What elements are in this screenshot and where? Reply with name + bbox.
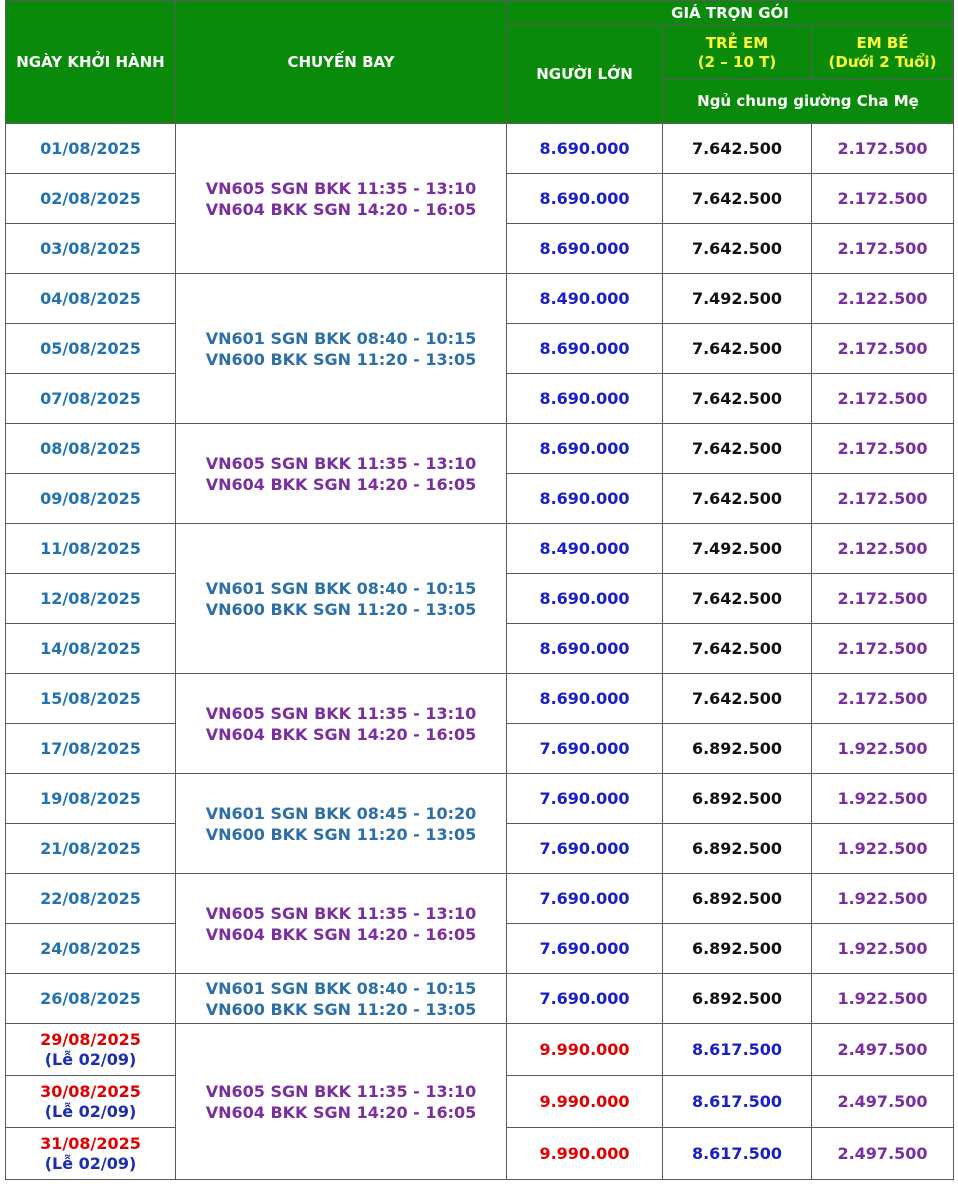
adult-price: 8.690.000 bbox=[507, 174, 663, 224]
header-flight: CHUYẾN BAY bbox=[176, 1, 507, 124]
child-price: 7.642.500 bbox=[663, 624, 812, 674]
table-row bbox=[6, 524, 954, 574]
flight-outbound: VN601 SGN BKK 08:40 - 10:15 bbox=[205, 328, 477, 348]
adult-price: 7.690.000 bbox=[507, 824, 663, 874]
flight-return: VN600 BKK SGN 11:20 - 13:05 bbox=[205, 999, 477, 1019]
child-price: 8.617.500 bbox=[663, 1076, 812, 1128]
flight-cell bbox=[176, 274, 507, 424]
departure-date: 21/08/2025 bbox=[6, 824, 176, 874]
flight-return: VN604 BKK SGN 14:20 - 16:05 bbox=[205, 474, 477, 494]
infant-price: 2.172.500 bbox=[812, 424, 954, 474]
child-price: 7.642.500 bbox=[663, 574, 812, 624]
flight-cell bbox=[176, 524, 507, 674]
flight-cell bbox=[176, 424, 507, 524]
departure-date: 26/08/2025 bbox=[6, 974, 176, 1024]
departure-date: 12/08/2025 bbox=[6, 574, 176, 624]
infant-price: 2.172.500 bbox=[812, 224, 954, 274]
header-infant-age: (Dưới 2 Tuổi) bbox=[828, 52, 937, 71]
adult-price: 7.690.000 bbox=[507, 874, 663, 924]
child-price: 7.642.500 bbox=[663, 374, 812, 424]
departure-date: 11/08/2025 bbox=[6, 524, 176, 574]
infant-price: 2.497.500 bbox=[812, 1024, 954, 1076]
header-child-title: TRẺ EM bbox=[705, 33, 769, 52]
infant-price: 2.172.500 bbox=[812, 574, 954, 624]
adult-price: 7.690.000 bbox=[507, 774, 663, 824]
holiday-note: (Lễ 02/09) bbox=[44, 1153, 137, 1173]
child-price: 7.492.500 bbox=[663, 524, 812, 574]
infant-price: 1.922.500 bbox=[812, 974, 954, 1024]
flight-return: VN604 BKK SGN 14:20 - 16:05 bbox=[205, 924, 477, 944]
departure-date: 03/08/2025 bbox=[6, 224, 176, 274]
departure-date bbox=[6, 1024, 176, 1076]
child-price: 6.892.500 bbox=[663, 774, 812, 824]
adult-price: 7.690.000 bbox=[507, 974, 663, 1024]
adult-price: 8.690.000 bbox=[507, 674, 663, 724]
flight-return: VN604 BKK SGN 14:20 - 16:05 bbox=[205, 199, 477, 219]
departure-date-value: 30/08/2025 bbox=[40, 1081, 141, 1101]
table-row bbox=[6, 124, 954, 174]
adult-price: 7.690.000 bbox=[507, 724, 663, 774]
infant-price: 2.172.500 bbox=[812, 124, 954, 174]
adult-price: 8.690.000 bbox=[507, 574, 663, 624]
child-price: 8.617.500 bbox=[663, 1024, 812, 1076]
infant-price: 2.172.500 bbox=[812, 324, 954, 374]
adult-price: 8.690.000 bbox=[507, 424, 663, 474]
infant-price: 2.172.500 bbox=[812, 624, 954, 674]
flight-outbound: VN601 SGN BKK 08:45 - 10:20 bbox=[205, 803, 477, 823]
adult-price: 8.690.000 bbox=[507, 324, 663, 374]
table-row bbox=[6, 1024, 954, 1076]
flight-cell bbox=[176, 674, 507, 774]
flight-outbound: VN605 SGN BKK 11:35 - 13:10 bbox=[205, 178, 477, 198]
flight-outbound: VN601 SGN BKK 08:40 - 10:15 bbox=[205, 978, 477, 998]
infant-price: 1.922.500 bbox=[812, 774, 954, 824]
table-row bbox=[6, 674, 954, 724]
header-departure-date: NGÀY KHỞI HÀNH bbox=[6, 1, 176, 124]
child-price: 6.892.500 bbox=[663, 824, 812, 874]
infant-price: 2.172.500 bbox=[812, 174, 954, 224]
departure-date-value: 29/08/2025 bbox=[40, 1029, 141, 1049]
flight-outbound: VN605 SGN BKK 11:35 - 13:10 bbox=[205, 703, 477, 723]
child-price: 7.642.500 bbox=[663, 224, 812, 274]
child-price: 7.642.500 bbox=[663, 674, 812, 724]
header-package-price: GIÁ TRỌN GÓI bbox=[507, 1, 954, 26]
departure-date: 15/08/2025 bbox=[6, 674, 176, 724]
departure-date: 04/08/2025 bbox=[6, 274, 176, 324]
child-price: 7.492.500 bbox=[663, 274, 812, 324]
child-price: 7.642.500 bbox=[663, 424, 812, 474]
infant-price: 1.922.500 bbox=[812, 724, 954, 774]
child-price: 7.642.500 bbox=[663, 474, 812, 524]
flight-return: VN604 BKK SGN 14:20 - 16:05 bbox=[205, 1102, 477, 1122]
infant-price: 2.172.500 bbox=[812, 374, 954, 424]
departure-date: 02/08/2025 bbox=[6, 174, 176, 224]
child-price: 8.617.500 bbox=[663, 1128, 812, 1180]
header-infant bbox=[812, 26, 954, 80]
adult-price: 8.490.000 bbox=[507, 274, 663, 324]
child-price: 6.892.500 bbox=[663, 724, 812, 774]
flight-cell bbox=[176, 874, 507, 974]
holiday-note: (Lễ 02/09) bbox=[44, 1101, 137, 1121]
departure-date: 14/08/2025 bbox=[6, 624, 176, 674]
child-price: 6.892.500 bbox=[663, 924, 812, 974]
adult-price: 9.990.000 bbox=[507, 1024, 663, 1076]
departure-date: 05/08/2025 bbox=[6, 324, 176, 374]
infant-price: 1.922.500 bbox=[812, 924, 954, 974]
adult-price: 8.690.000 bbox=[507, 624, 663, 674]
flight-cell bbox=[176, 974, 507, 1024]
infant-price: 1.922.500 bbox=[812, 874, 954, 924]
departure-date bbox=[6, 1128, 176, 1180]
infant-price: 2.497.500 bbox=[812, 1128, 954, 1180]
adult-price: 8.690.000 bbox=[507, 124, 663, 174]
adult-price: 8.690.000 bbox=[507, 224, 663, 274]
table-header bbox=[6, 1, 954, 124]
departure-date: 22/08/2025 bbox=[6, 874, 176, 924]
table-row bbox=[6, 274, 954, 324]
adult-price: 7.690.000 bbox=[507, 924, 663, 974]
adult-price: 9.990.000 bbox=[507, 1076, 663, 1128]
adult-price: 8.690.000 bbox=[507, 474, 663, 524]
adult-price: 8.490.000 bbox=[507, 524, 663, 574]
flight-outbound: VN605 SGN BKK 11:35 - 13:10 bbox=[205, 903, 477, 923]
infant-price: 2.497.500 bbox=[812, 1076, 954, 1128]
departure-date-value: 31/08/2025 bbox=[40, 1133, 141, 1153]
infant-price: 2.122.500 bbox=[812, 524, 954, 574]
flight-cell bbox=[176, 124, 507, 274]
flight-return: VN604 BKK SGN 14:20 - 16:05 bbox=[205, 724, 477, 744]
child-price: 6.892.500 bbox=[663, 974, 812, 1024]
flight-return: VN600 BKK SGN 11:20 - 13:05 bbox=[205, 599, 477, 619]
departure-date: 09/08/2025 bbox=[6, 474, 176, 524]
departure-date: 08/08/2025 bbox=[6, 424, 176, 474]
flight-cell bbox=[176, 774, 507, 874]
infant-price: 2.172.500 bbox=[812, 474, 954, 524]
infant-price: 2.122.500 bbox=[812, 274, 954, 324]
flight-cell bbox=[176, 1024, 507, 1180]
flight-outbound: VN601 SGN BKK 08:40 - 10:15 bbox=[205, 578, 477, 598]
flight-return: VN600 BKK SGN 11:20 - 13:05 bbox=[205, 349, 477, 369]
flight-outbound: VN605 SGN BKK 11:35 - 13:10 bbox=[205, 453, 477, 473]
table-row bbox=[6, 874, 954, 924]
child-price: 7.642.500 bbox=[663, 174, 812, 224]
child-price: 7.642.500 bbox=[663, 124, 812, 174]
departure-date: 24/08/2025 bbox=[6, 924, 176, 974]
adult-price: 9.990.000 bbox=[507, 1128, 663, 1180]
child-price: 6.892.500 bbox=[663, 874, 812, 924]
child-price: 7.642.500 bbox=[663, 324, 812, 374]
table-row bbox=[6, 774, 954, 824]
header-child-age: (2 – 10 T) bbox=[697, 52, 777, 71]
holiday-note: (Lễ 02/09) bbox=[44, 1049, 137, 1069]
header-adult: NGƯỜI LỚN bbox=[507, 26, 663, 124]
table-row bbox=[6, 974, 954, 1024]
departure-date: 19/08/2025 bbox=[6, 774, 176, 824]
header-shared-bed: Ngủ chung giường Cha Mẹ bbox=[663, 80, 954, 124]
price-table bbox=[5, 0, 954, 1180]
departure-date bbox=[6, 1076, 176, 1128]
departure-date: 01/08/2025 bbox=[6, 124, 176, 174]
departure-date: 07/08/2025 bbox=[6, 374, 176, 424]
infant-price: 2.172.500 bbox=[812, 674, 954, 724]
infant-price: 1.922.500 bbox=[812, 824, 954, 874]
header-infant-title: EM BÉ bbox=[856, 33, 909, 52]
adult-price: 8.690.000 bbox=[507, 374, 663, 424]
flight-outbound: VN605 SGN BKK 11:35 - 13:10 bbox=[205, 1081, 477, 1101]
departure-date: 17/08/2025 bbox=[6, 724, 176, 774]
table-row bbox=[6, 424, 954, 474]
table-body bbox=[6, 124, 954, 1180]
flight-return: VN600 BKK SGN 11:20 - 13:05 bbox=[205, 824, 477, 844]
header-child bbox=[663, 26, 812, 80]
